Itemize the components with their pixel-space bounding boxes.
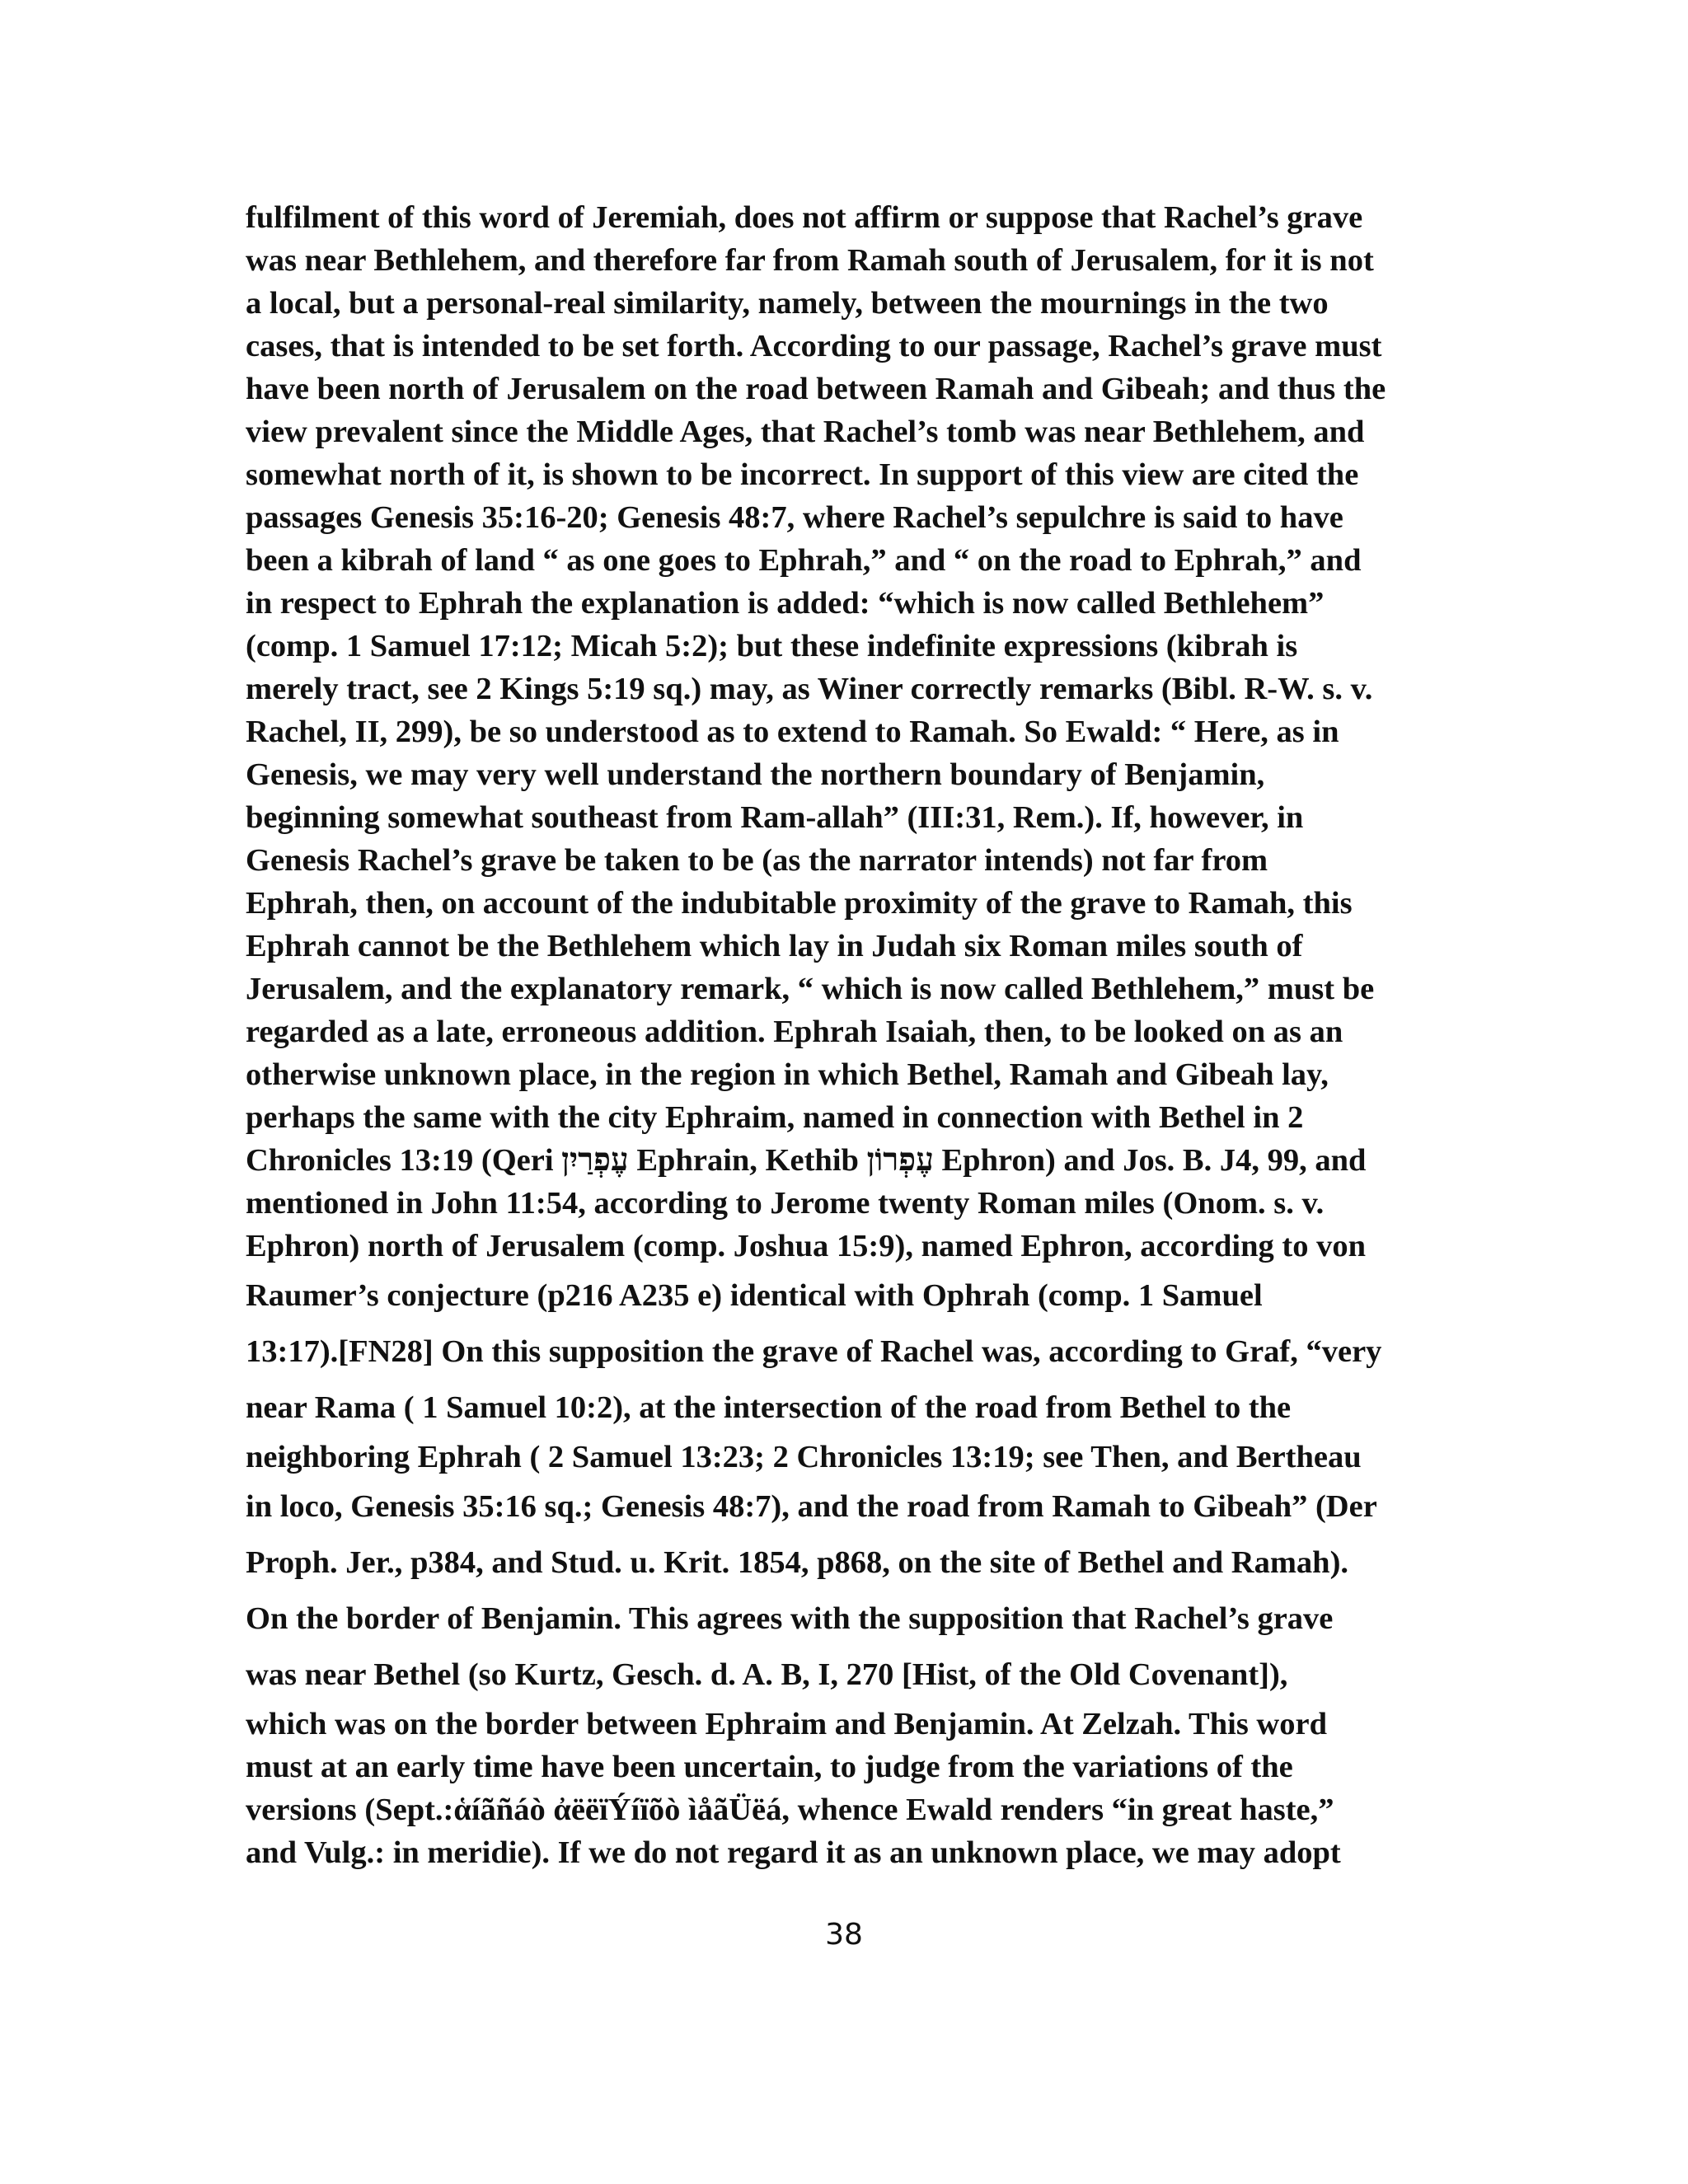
text-line: been a kibrah of land “ as one goes to Ephrah,” and “ on the road to Ephrah,” and <box>246 543 1362 578</box>
text-line: 13:17).[FN28] On this supposition the grave of Rachel was, according to Graf, “very <box>246 1334 1382 1369</box>
text-line: which was on the border between Ephraim and Benjamin. At Zelzah. This word <box>246 1707 1327 1741</box>
text-line: and Vulg.: in meridie). If we do not regard it as an unknown place, we may adopt <box>246 1835 1341 1870</box>
text-line: mentioned in John 11:54, according to Jerome twenty Roman miles (Onom. s. v. <box>246 1186 1325 1221</box>
text-line: Jerusalem, and the explanatory remark, “ which is now called Bethlehem,” must be <box>246 972 1375 1006</box>
text-line: Genesis Rachel’s grave be taken to be (as the narrator intends) not far from <box>246 843 1268 878</box>
text-line: Raumer’s conjecture (p216 A235 e) identical with Ophrah (comp. 1 Samuel <box>246 1278 1263 1313</box>
text-line: beginning somewhat southeast from Ram-allah” (III:31, Rem.). If, however, in <box>246 800 1304 835</box>
text-line: Chronicles 13:19 (Qeri עֶפְרַיִן Ephrain, Kethib עֶפְרוֹן Ephron) and Jos. B. J4, 99, and <box>246 1143 1367 1178</box>
text-line: versions (Sept.:ἁíãñáò ἀëëïÝíïõò ìåãÜëá, whence Ewald renders “in great haste,” <box>246 1793 1334 1827</box>
text-line: neighboring Ephrah ( 2 Samuel 13:23; 2 Chronicles 13:19; see Then, and Bertheau <box>246 1440 1362 1474</box>
text-line: Proph. Jer., p384, and Stud. u. Krit. 1854, p868, on the site of Bethel and Ramah). <box>246 1545 1349 1580</box>
text-line: in loco, Genesis 35:16 sq.; Genesis 48:7), and the road from Ramah to Gibeah” (Der <box>246 1489 1377 1524</box>
text-line: was near Bethel (so Kurtz, Gesch. d. A. B, I, 270 [Hist, of the Old Covenant]), <box>246 1657 1288 1692</box>
text-line: passages Genesis 35:16-20; Genesis 48:7, where Rachel’s sepulchre is said to have <box>246 500 1343 535</box>
text-line: somewhat north of it, is shown to be incorrect. In support of this view are cited the <box>246 457 1359 492</box>
body-text <box>246 196 1432 1874</box>
text-line: regarded as a late, erroneous addition. Ephrah Isaiah, then, to be looked on as an <box>246 1015 1343 1049</box>
text-line: Ephron) north of Jerusalem (comp. Joshua 15:9), named Ephron, according to von <box>246 1229 1367 1263</box>
text-line: perhaps the same with the city Ephraim, named in connection with Bethel in 2 <box>246 1100 1304 1135</box>
text-line: must at an early time have been uncertain, to judge from the variations of the <box>246 1750 1293 1784</box>
text-line: fulfilment of this word of Jeremiah, does not affirm or suppose that Rachel’s grave <box>246 200 1363 235</box>
text-line: otherwise unknown place, in the region in which Bethel, Ramah and Gibeah lay, <box>246 1057 1329 1092</box>
text-line: Ephrah cannot be the Bethlehem which lay in Judah six Roman miles south of <box>246 929 1303 963</box>
text-line: in respect to Ephrah the explanation is added: “which is now called Bethlehem” <box>246 586 1325 621</box>
text-line: near Rama ( 1 Samuel 10:2), at the intersection of the road from Bethel to the <box>246 1390 1292 1425</box>
text-line: Ephrah, then, on account of the indubitable proximity of the grave to Ramah, this <box>246 886 1353 921</box>
text-line: Rachel, II, 299), be so understood as to extend to Ramah. So Ewald: “ Here, as in <box>246 715 1339 749</box>
text-line: was near Bethlehem, and therefore far from Ramah south of Jerusalem, for it is not <box>246 243 1374 278</box>
text-line: view prevalent since the Middle Ages, that Rachel’s tomb was near Bethlehem, and <box>246 415 1365 449</box>
text-line: (comp. 1 Samuel 17:12; Micah 5:2); but these indefinite expressions (kibrah is <box>246 629 1298 663</box>
text-line: merely tract, see 2 Kings 5:19 sq.) may, as Winer correctly remarks (Bibl. R-W. s. v. <box>246 672 1373 706</box>
text-line: On the border of Benjamin. This agrees with the supposition that Rachel’s grave <box>246 1601 1334 1636</box>
text-line: have been north of Jerusalem on the road between Ramah and Gibeah; and thus the <box>246 372 1386 406</box>
page-number: 38 <box>825 1918 863 1952</box>
text-line: Genesis, we may very well understand the northern boundary of Benjamin, <box>246 757 1265 792</box>
text-line: a local, but a personal-real similarity, namely, between the mournings in the two <box>246 286 1329 321</box>
text-line: cases, that is intended to be set forth. According to our passage, Rachel’s grave must <box>246 329 1382 363</box>
